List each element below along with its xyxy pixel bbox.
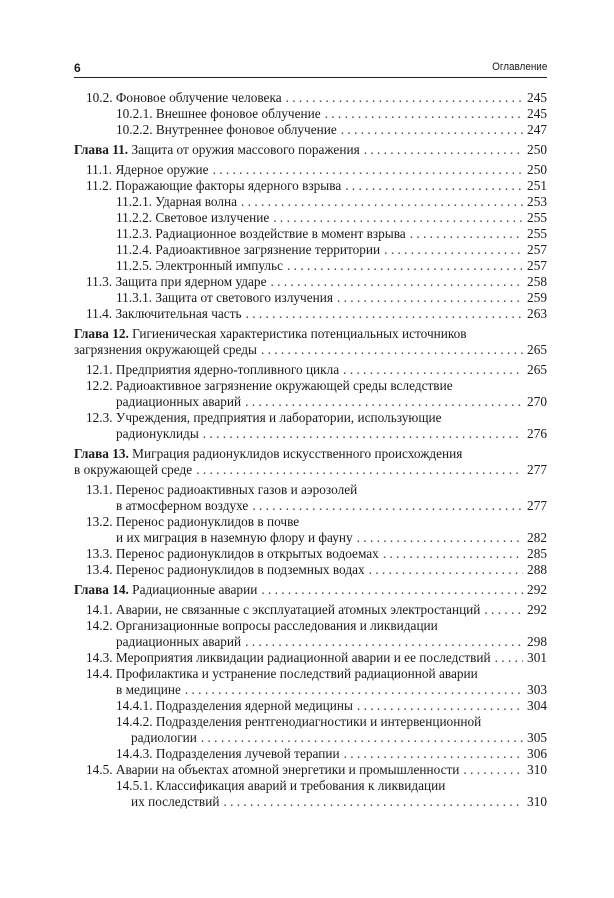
dot-leader	[245, 634, 523, 650]
toc-chapter-entry	[74, 142, 547, 158]
toc-entry-number: 14.5.	[86, 762, 113, 777]
toc-entry-number: Глава 13.	[74, 446, 129, 461]
toc-line	[86, 162, 547, 178]
toc-line	[86, 602, 547, 618]
dot-leader	[495, 650, 523, 666]
toc-line	[86, 666, 547, 682]
toc-page-number: 304	[527, 698, 547, 713]
toc-page-number: 303	[527, 682, 547, 697]
toc-line	[86, 682, 547, 698]
toc-entry-title: Подразделения рентгенодиагностики и интервенционной	[155, 714, 482, 729]
toc-entry-title: Перенос радионуклидов в подземных водах	[115, 562, 365, 577]
toc-section-entry	[74, 242, 547, 258]
toc-line	[116, 226, 547, 242]
toc-section-entry	[74, 562, 547, 578]
toc-page-number: 259	[527, 290, 547, 305]
toc-line	[74, 446, 547, 462]
toc-entry-number: 14.4.	[86, 666, 113, 681]
toc-page-number: 270	[527, 394, 547, 409]
toc-section-entry	[74, 602, 547, 618]
toc-entry-number: 13.4.	[86, 562, 113, 577]
toc-section-entry	[74, 162, 547, 178]
toc-page-number: 257	[527, 258, 547, 273]
toc-line	[116, 258, 547, 274]
toc-line	[86, 410, 547, 426]
toc-page-number: 292	[527, 602, 547, 617]
toc-section-entry	[74, 698, 547, 714]
toc-section-entry	[74, 410, 547, 442]
dot-leader	[341, 122, 523, 138]
dot-leader	[343, 362, 523, 378]
toc-line	[86, 482, 547, 498]
toc-entry-title: Профилактика и устранение последствий радиационной аварии	[115, 666, 478, 681]
running-header	[74, 60, 547, 78]
toc-entry-title: Перенос радиоактивных газов и аэрозолей	[115, 482, 358, 497]
toc-page-number: 250	[527, 162, 547, 177]
toc-entry-title: Предприятия ядерно-топливного цикла	[115, 362, 340, 377]
toc-entry-number: 11.2.5.	[116, 258, 153, 273]
toc-entry-title: Перенос радионуклидов в почве	[115, 514, 300, 529]
toc-section-entry	[74, 210, 547, 226]
toc-page-number: 305	[527, 730, 547, 745]
toc-entry-number: 14.5.1.	[116, 778, 153, 793]
toc-entry-number: 10.2.1.	[116, 106, 153, 121]
toc-page-number: 265	[527, 342, 547, 357]
toc-line	[86, 90, 547, 106]
toc-line	[116, 714, 547, 730]
toc-entry-title: радиационных аварий	[116, 394, 242, 409]
toc-line	[74, 582, 547, 598]
toc-entry-number: 12.3.	[86, 410, 113, 425]
toc-entry-title: Электронный импульс	[155, 258, 284, 273]
toc-entry-title: Защита при ядерном ударе	[115, 274, 267, 289]
toc-chapter-entry	[74, 326, 547, 358]
dot-leader	[384, 242, 523, 258]
toc-page-number: 257	[527, 242, 547, 257]
toc-entry-number: 11.2.2.	[116, 210, 153, 225]
dot-leader	[241, 194, 523, 210]
toc-line	[86, 530, 547, 546]
toc-line	[116, 194, 547, 210]
toc-section-entry	[74, 178, 547, 194]
dot-leader	[484, 602, 523, 618]
toc-entry-number: 11.2.	[86, 178, 113, 193]
toc-line	[116, 794, 547, 810]
toc-entry-number: 14.4.3.	[116, 746, 153, 761]
toc-entry-title: Внутреннее фоновое облучение	[155, 122, 337, 137]
toc-entry-title: Классификация аварий и требования к ликвидации	[155, 778, 446, 793]
toc-page-number: 247	[527, 122, 547, 137]
toc-line	[86, 426, 547, 442]
toc-entry-title: Аварии, не связанные с эксплуатацией атомных электростанций	[115, 602, 481, 617]
toc-page-number: 306	[527, 746, 547, 761]
toc-entry-number: 14.3.	[86, 650, 113, 665]
toc-entry-title: Организационные вопросы расследования и ликвидации	[115, 618, 438, 633]
toc-line	[86, 306, 547, 322]
toc-page-number: 310	[527, 794, 547, 809]
dot-leader	[261, 582, 523, 598]
dot-leader	[196, 462, 523, 478]
toc-entry-title: Ядерное оружие	[115, 162, 209, 177]
toc-page-number: 255	[527, 226, 547, 241]
toc-entry-title: Поражающие факторы ядерного взрыва	[115, 178, 342, 193]
toc-entry-title: Миграция радионуклидов искусственного происхождения	[132, 446, 463, 461]
toc-entry-title: Внешнее фоновое облучение	[155, 106, 321, 121]
toc-entry-title: радиологии	[131, 730, 197, 745]
toc-entry-title: Подразделения ядерной медицины	[155, 698, 353, 713]
toc-page-number: 277	[527, 462, 547, 477]
toc-entry-number: 11.2.3.	[116, 226, 153, 241]
dot-leader	[245, 394, 523, 410]
toc-entry-title: радиационных аварий	[116, 634, 242, 649]
toc-line	[116, 730, 547, 746]
toc-line	[86, 618, 547, 634]
toc-page-number: 258	[527, 274, 547, 289]
toc-entry-number: 13.1.	[86, 482, 113, 497]
toc-entry-title: Защита от светового излучения	[155, 290, 333, 305]
toc-line	[86, 274, 547, 290]
dot-leader	[203, 426, 523, 442]
toc-page-number: 253	[527, 194, 547, 209]
toc-entry-title: Радиационные аварии	[132, 582, 258, 597]
toc-entry-title: в окружающей среде	[74, 462, 193, 477]
toc-entry-title: Гигиеническая характеристика потенциальных источников	[132, 326, 467, 341]
toc-entry-number: 11.3.	[86, 274, 113, 289]
toc-page-number: 301	[527, 650, 547, 665]
toc-line	[86, 394, 547, 410]
toc-entry-title: Радиационное воздействие в момент взрыва	[155, 226, 406, 241]
toc-entry-number: 12.2.	[86, 378, 113, 393]
dot-leader	[252, 498, 523, 514]
toc-section-entry	[74, 714, 547, 746]
toc-line	[116, 122, 547, 138]
toc-entry-title: Радиоактивное загрязнение территории	[155, 242, 381, 257]
toc-page-number: 292	[527, 582, 547, 597]
toc-section-entry	[74, 378, 547, 410]
toc-entry-title: Перенос радионуклидов в открытых водоемах	[115, 546, 379, 561]
toc-entry-number: 11.3.1.	[116, 290, 153, 305]
toc-entry-number: Глава 11.	[74, 142, 129, 157]
toc-section-entry	[74, 306, 547, 322]
toc-page-number: 277	[527, 498, 547, 513]
dot-leader	[345, 178, 523, 194]
toc-section-entry	[74, 482, 547, 514]
toc-entry-title: Аварии на объектах атомной энергетики и промышленности	[115, 762, 460, 777]
toc-entry-number: Глава 14.	[74, 582, 129, 597]
toc-section-entry	[74, 274, 547, 290]
dot-leader	[344, 746, 523, 762]
toc-entry-number: 11.2.1.	[116, 194, 153, 209]
dot-leader	[287, 258, 523, 274]
toc-entry-title: их последствий	[131, 794, 220, 809]
toc-chapter-entry	[74, 446, 547, 478]
toc-line	[86, 562, 547, 578]
toc-entry-number: 11.4.	[86, 306, 113, 321]
toc-entry-title: загрязнения окружающей среды	[74, 342, 257, 357]
toc-line	[74, 462, 547, 478]
toc-entry-number: 10.2.2.	[116, 122, 153, 137]
toc-section-entry	[74, 194, 547, 210]
toc-line	[116, 106, 547, 122]
toc-entry-title: Световое излучение	[155, 210, 270, 225]
toc-section-entry	[74, 122, 547, 138]
toc-page-number: 263	[527, 306, 547, 321]
toc-section-entry	[74, 290, 547, 306]
toc-line	[74, 326, 547, 342]
toc-section-entry	[74, 226, 547, 242]
toc-line	[86, 634, 547, 650]
dot-leader	[213, 162, 523, 178]
page-number: 6	[74, 61, 81, 75]
toc-line	[86, 650, 547, 666]
dot-leader	[383, 546, 523, 562]
dot-leader	[261, 342, 523, 358]
toc-page-number: 245	[527, 106, 547, 121]
dot-leader	[357, 698, 523, 714]
toc-page-number: 298	[527, 634, 547, 649]
toc-line	[86, 178, 547, 194]
toc-line	[116, 242, 547, 258]
toc-entry-number: 11.2.4.	[116, 242, 153, 257]
toc-section-entry	[74, 546, 547, 562]
toc-line	[116, 746, 547, 762]
dot-leader	[337, 290, 523, 306]
toc-entry-number: 14.1.	[86, 602, 113, 617]
toc-page-number: 288	[527, 562, 547, 577]
toc-entry-number: 11.1.	[86, 162, 113, 177]
toc-line	[86, 762, 547, 778]
toc-page-number: 310	[527, 762, 547, 777]
toc-line	[86, 514, 547, 530]
toc-page-number: 276	[527, 426, 547, 441]
toc-line	[86, 378, 547, 394]
dot-leader	[364, 142, 523, 158]
toc-section-entry	[74, 514, 547, 546]
toc-section-entry	[74, 618, 547, 650]
toc-entry-title: Учреждения, предприятия и лаборатории, использующие	[115, 410, 442, 425]
toc-line	[86, 362, 547, 378]
dot-leader	[410, 226, 523, 242]
toc-section-entry	[74, 362, 547, 378]
toc-section-entry	[74, 258, 547, 274]
toc-chapter-entry	[74, 582, 547, 598]
toc-line	[116, 698, 547, 714]
toc-line	[74, 342, 547, 358]
running-title: Оглавление	[491, 61, 547, 73]
toc-section-entry	[74, 666, 547, 698]
toc-entry-title: Защита от оружия массового поражения	[131, 142, 360, 157]
toc-page-number: 251	[527, 178, 547, 193]
toc-section-entry	[74, 778, 547, 810]
dot-leader	[270, 274, 523, 290]
toc-page-number: 250	[527, 142, 547, 157]
toc-entry-title: Мероприятия ликвидации радиационной аварии и ее последствий	[115, 650, 491, 665]
toc-page-number: 255	[527, 210, 547, 225]
dot-leader	[463, 762, 523, 778]
toc-section-entry	[74, 762, 547, 778]
toc-entry-title: в медицине	[116, 682, 181, 697]
document-page	[74, 60, 547, 810]
toc-page-number: 245	[527, 90, 547, 105]
table-of-contents	[74, 90, 547, 810]
toc-page-number: 282	[527, 530, 547, 545]
dot-leader	[369, 562, 523, 578]
dot-leader	[201, 730, 523, 746]
toc-entry-number: 14.4.1.	[116, 698, 153, 713]
toc-page-number: 285	[527, 546, 547, 561]
toc-line	[116, 210, 547, 226]
dot-leader	[185, 682, 523, 698]
toc-entry-number: 14.4.2.	[116, 714, 153, 729]
toc-entry-title: Радиоактивное загрязнение окружающей среды вследствие	[115, 378, 453, 393]
toc-line	[86, 546, 547, 562]
toc-entry-number: 10.2.	[86, 90, 113, 105]
toc-section-entry	[74, 746, 547, 762]
toc-section-entry	[74, 106, 547, 122]
dot-leader	[325, 106, 523, 122]
toc-entry-title: радионуклиды	[116, 426, 199, 441]
dot-leader	[286, 90, 523, 106]
toc-line	[74, 142, 547, 158]
toc-entry-title: Ударная волна	[155, 194, 238, 209]
toc-entry-number: 12.1.	[86, 362, 113, 377]
toc-section-entry	[74, 90, 547, 106]
toc-entry-title: Фоновое облучение человека	[115, 90, 282, 105]
toc-entry-number: Глава 12.	[74, 326, 129, 341]
dot-leader	[273, 210, 523, 226]
toc-entry-number: 14.2.	[86, 618, 113, 633]
toc-page-number: 265	[527, 362, 547, 377]
toc-entry-number: 13.2.	[86, 514, 113, 529]
toc-line	[86, 498, 547, 514]
toc-line	[116, 778, 547, 794]
toc-line	[116, 290, 547, 306]
toc-entry-title: и их миграция в наземную флору и фауну	[116, 530, 353, 545]
dot-leader	[223, 794, 523, 810]
toc-entry-title: в атмосферном воздухе	[116, 498, 249, 513]
toc-entry-title: Заключительная часть	[115, 306, 242, 321]
toc-entry-title: Подразделения лучевой терапии	[155, 746, 340, 761]
toc-entry-number: 13.3.	[86, 546, 113, 561]
toc-section-entry	[74, 650, 547, 666]
dot-leader	[246, 306, 523, 322]
dot-leader	[357, 530, 523, 546]
